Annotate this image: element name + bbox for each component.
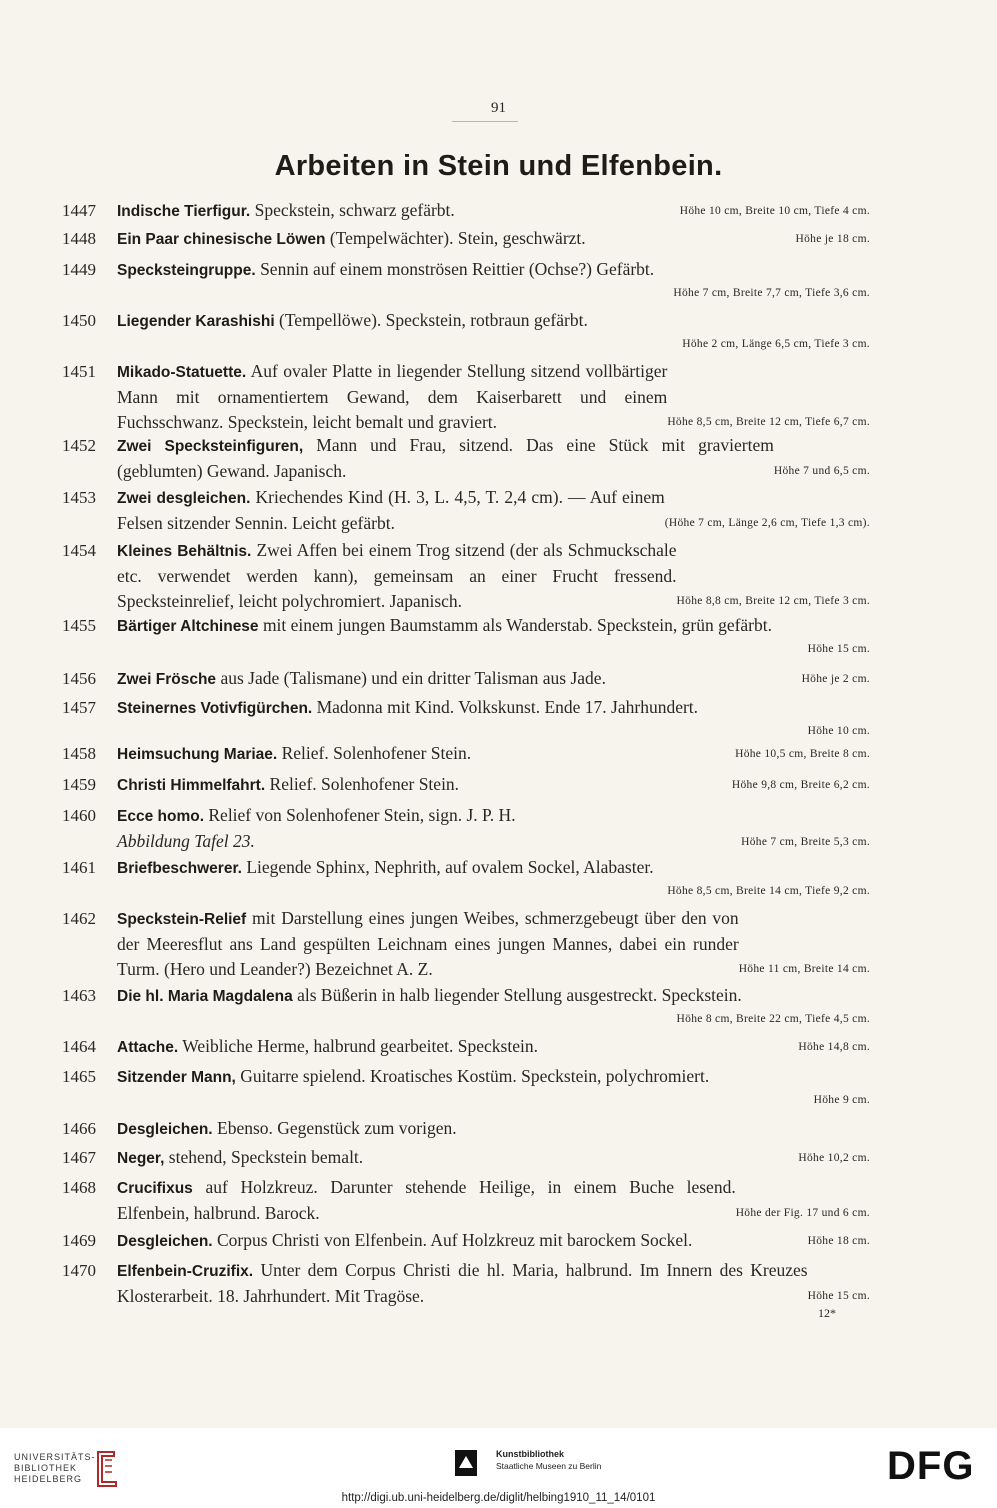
entry-heading: Briefbeschwerer. bbox=[117, 860, 242, 877]
entry-number: 1458 bbox=[62, 744, 96, 763]
catalog-entry bbox=[62, 1258, 870, 1309]
catalog-entry bbox=[62, 855, 870, 901]
entry-number: 1447 bbox=[62, 201, 96, 220]
catalog-entry bbox=[62, 1175, 870, 1226]
entry-number: 1460 bbox=[62, 806, 96, 825]
entry-measurements: Höhe 15 cm. bbox=[807, 1290, 870, 1302]
signature-mark: 12* bbox=[818, 1306, 836, 1320]
catalog-entry bbox=[62, 906, 870, 982]
entry-number: 1452 bbox=[62, 436, 96, 455]
entry-measurements: (Höhe 7 cm, Länge 2,6 cm, Tiefe 1,3 cm). bbox=[664, 517, 870, 529]
entry-measurements: Höhe 10,5 cm, Breite 8 cm. bbox=[735, 748, 870, 760]
entry-measurements: Höhe 8,5 cm, Breite 12 cm, Tiefe 6,7 cm. bbox=[667, 416, 870, 428]
catalog-entry bbox=[62, 1064, 870, 1110]
entry-text: Zwei Affen bei einem Trog sitzend (der als Schmuckschale etc. verwendet werden kann), gemeinsam an einer Frucht fressend. Specksteinrelief, leicht polychromiert. Japanisch. bbox=[117, 540, 677, 611]
entry-measurements: Höhe 8,5 cm, Breite 14 cm, Tiefe 9,2 cm. bbox=[667, 885, 870, 897]
catalog-entry bbox=[62, 613, 870, 659]
entry-number: 1453 bbox=[62, 488, 96, 507]
entry-text: Ebenso. Gegenstück zum vorigen. bbox=[212, 1118, 457, 1138]
entry-text: Relief. Solenhofener Stein. bbox=[277, 743, 472, 763]
entry-measurements: Höhe 7 cm, Breite 7,7 cm, Tiefe 3,6 cm. bbox=[673, 287, 870, 299]
entry-measurements: Höhe 10,2 cm. bbox=[798, 1152, 870, 1164]
entry-measurements: Höhe 14,8 cm. bbox=[798, 1041, 870, 1053]
entry-heading: Bärtiger Altchinese bbox=[117, 618, 259, 635]
catalog-entry bbox=[62, 666, 870, 692]
kunstbibliothek-name: Kunstbibliothek Staatliche Museen zu Berlin bbox=[496, 1449, 602, 1471]
entry-heading: Crucifixus bbox=[117, 1180, 193, 1197]
entry-heading: Indische Tierfigur. bbox=[117, 203, 251, 220]
entry-heading: Desgleichen. bbox=[117, 1233, 213, 1250]
entry-heading: Kleines Behältnis. bbox=[117, 543, 252, 560]
entry-text: Liegende Sphinx, Nephrith, auf ovalem Sockel, Alabaster. bbox=[241, 857, 654, 877]
entry-number: 1463 bbox=[62, 986, 96, 1005]
catalog-entry bbox=[62, 359, 870, 435]
catalog-entry bbox=[62, 983, 870, 1029]
entry-text: mit Darstellung eines jungen Weibes, schmerzgebeugt über den von der Meeresflut ans Land gespülten Leichnam eines jungen Mannes, dabei ein runder Turm. (Hero und Leander?) Bezeichnet A. Z. bbox=[117, 908, 739, 979]
entry-number: 1465 bbox=[62, 1067, 96, 1086]
entry-text: Mann und Frau, sitzend. Das eine Stück mit graviertem (geblumten) Gewand. Japanisch. bbox=[117, 435, 774, 481]
entry-text: stehend, Speckstein bemalt. bbox=[164, 1147, 364, 1167]
page-title: Arbeiten in Stein und Elfenbein. bbox=[274, 150, 723, 182]
entry-heading: Ecce homo. bbox=[117, 808, 204, 825]
entry-measurements: Höhe 15 cm. bbox=[807, 643, 870, 655]
catalog-entry bbox=[62, 1228, 870, 1254]
catalog-entry bbox=[62, 433, 870, 484]
entry-measurements: Höhe 11 cm, Breite 14 cm. bbox=[738, 963, 870, 975]
catalog-entry bbox=[62, 485, 870, 536]
kunstbibliothek-logo-icon bbox=[455, 1450, 477, 1476]
entry-heading: Speckstein-Relief bbox=[117, 911, 247, 928]
entry-number: 1449 bbox=[62, 260, 96, 279]
entry-measurements: Höhe 10 cm. bbox=[807, 725, 870, 737]
entry-number: 1448 bbox=[62, 229, 96, 248]
entry-number: 1457 bbox=[62, 698, 96, 717]
entry-heading: Elfenbein-Cruzifix. bbox=[117, 1263, 254, 1280]
entry-heading: Steinernes Votivfigürchen. bbox=[117, 700, 313, 717]
entry-measurements: Höhe 8,8 cm, Breite 12 cm, Tiefe 3 cm. bbox=[676, 595, 870, 607]
entry-text: Speckstein, schwarz gefärbt. bbox=[250, 200, 455, 220]
entry-measurements: Höhe je 18 cm. bbox=[795, 233, 870, 245]
entry-heading: Zwei desgleichen. bbox=[117, 490, 251, 507]
entry-text: Auf ovaler Platte in liegender Stellung sitzend vollbärtiger Mann mit ornamentiertem Gewand, dem Kaiserbarett und einem Fuchsschwanz. Speckstein, leicht bemalt und graviert. bbox=[117, 361, 668, 432]
entry-number: 1470 bbox=[62, 1261, 96, 1280]
entry-text: Weibliche Herme, halbrund gearbeitet. Speckstein. bbox=[178, 1036, 538, 1056]
entry-text: Kriechendes Kind (H. 3, L. 4,5, T. 2,4 cm). — Auf einem Felsen sitzender Sennin. Leicht gefärbt. bbox=[117, 487, 665, 533]
entry-heading: Zwei Specksteinfiguren, bbox=[117, 438, 304, 455]
entry-measurements: Höhe 18 cm. bbox=[807, 1235, 870, 1247]
entry-heading: Neger, bbox=[117, 1150, 165, 1167]
entry-measurements: Höhe 8 cm, Breite 22 cm, Tiefe 4,5 cm. bbox=[676, 1013, 870, 1025]
entry-measurements: Höhe 2 cm, Länge 6,5 cm, Tiefe 3 cm. bbox=[682, 338, 870, 350]
entry-heading: Desgleichen. bbox=[117, 1121, 213, 1138]
entry-heading: Zwei Frösche bbox=[117, 671, 217, 688]
entry-measurements: Höhe 9,8 cm, Breite 6,2 cm. bbox=[731, 779, 870, 791]
dfg-logo: DFG bbox=[887, 1444, 975, 1488]
entry-number: 1454 bbox=[62, 541, 96, 560]
catalog-entry bbox=[62, 741, 870, 767]
catalog-entry bbox=[62, 226, 870, 252]
entry-number: 1469 bbox=[62, 1231, 96, 1250]
entry-number: 1459 bbox=[62, 775, 96, 794]
entry-text: aus Jade (Talismane) und ein dritter Talisman aus Jade. bbox=[216, 668, 606, 688]
catalog-entry bbox=[62, 538, 870, 614]
entry-text: Guitarre spielend. Kroatisches Kostüm. Speckstein, polychromiert. bbox=[235, 1066, 710, 1086]
entry-text: mit einem jungen Baumstamm als Wanderstab. Speckstein, grün gefärbt. bbox=[258, 615, 772, 635]
entry-text: als Büßerin in halb liegender Stellung ausgestreckt. Speckstein. bbox=[292, 985, 742, 1005]
entry-heading: Die hl. Maria Magdalena bbox=[117, 988, 293, 1005]
entry-number: 1468 bbox=[62, 1178, 96, 1197]
entry-heading: Attache. bbox=[117, 1039, 179, 1056]
entry-number: 1467 bbox=[62, 1148, 96, 1167]
entry-number: 1455 bbox=[62, 616, 96, 635]
entry-measurements: Höhe der Fig. 17 und 6 cm. bbox=[735, 1207, 870, 1219]
entry-text: auf Holzkreuz. Darunter stehende Heilige, in einem Buche lesend. Elfenbein, halbrund. Barock. bbox=[117, 1177, 736, 1223]
entry-text: Relief. Solenhofener Stein. bbox=[265, 774, 460, 794]
source-url[interactable]: http://digi.ub.uni-heidelberg.de/diglit/helbing1910_11_14/0101 bbox=[341, 1492, 656, 1504]
entry-text: (Tempelwächter). Stein, geschwärzt. bbox=[325, 228, 586, 248]
entry-heading: Mikado-Statuette. bbox=[117, 364, 247, 381]
catalog-entry bbox=[62, 1116, 870, 1142]
catalog-entry bbox=[62, 257, 870, 303]
entry-text: (Tempellöwe). Speckstein, rotbraun gefärbt. bbox=[274, 310, 588, 330]
entry-measurements: Höhe 7 cm, Breite 5,3 cm. bbox=[741, 836, 870, 848]
entry-heading: Christi Himmelfahrt. bbox=[117, 777, 266, 794]
entry-heading: Liegender Karashishi bbox=[117, 313, 275, 330]
catalog-entry bbox=[62, 1145, 870, 1171]
entry-heading: Heimsuchung Mariae. bbox=[117, 746, 278, 763]
entry-measurements: Höhe 9 cm. bbox=[813, 1094, 870, 1106]
entry-number: 1451 bbox=[62, 362, 96, 381]
entry-number: 1450 bbox=[62, 311, 96, 330]
entry-number: 1464 bbox=[62, 1037, 96, 1056]
ub-heidelberg-name: UNIVERSITÄTS- BIBLIOTHEK HEIDELBERG bbox=[14, 1452, 96, 1484]
catalog-entry bbox=[62, 803, 870, 855]
page-number: 91 bbox=[491, 100, 506, 116]
entry-heading: Specksteingruppe. bbox=[117, 262, 256, 279]
entry-text: Unter dem Corpus Christi die hl. Maria, halbrund. Im Innern des Kreuzes Klosterarbeit. 18. Jahrhundert. Mit Tragöse. bbox=[117, 1260, 808, 1306]
entry-heading: Sitzender Mann, bbox=[117, 1069, 236, 1086]
entry-number: 1466 bbox=[62, 1119, 96, 1138]
entry-measurements: Höhe 7 und 6,5 cm. bbox=[773, 465, 870, 477]
page-number-rule bbox=[452, 121, 518, 122]
footer bbox=[0, 1428, 997, 1508]
catalog-entry bbox=[62, 695, 870, 741]
entry-text: Corpus Christi von Elfenbein. Auf Holzkreuz mit barockem Sockel. bbox=[212, 1230, 693, 1250]
plate-reference: Abbildung Tafel 23. bbox=[117, 831, 255, 851]
entry-text: Relief von Solenhofener Stein, sign. J. P. H. bbox=[204, 805, 516, 825]
entry-heading: Ein Paar chinesische Löwen bbox=[117, 231, 326, 248]
catalog-entry bbox=[62, 1034, 870, 1060]
entry-text: Sennin auf einem monströsen Reittier (Ochse?) Gefärbt. bbox=[255, 259, 655, 279]
entry-text: Madonna mit Kind. Volkskunst. Ende 17. Jahrhundert. bbox=[312, 697, 699, 717]
catalog-entry bbox=[62, 198, 870, 224]
catalog-entry bbox=[62, 772, 870, 798]
ub-heidelberg-logo-icon bbox=[92, 1448, 120, 1488]
entry-number: 1461 bbox=[62, 858, 96, 877]
entry-number: 1456 bbox=[62, 669, 96, 688]
entry-measurements: Höhe je 2 cm. bbox=[801, 673, 870, 685]
entry-measurements: Höhe 10 cm, Breite 10 cm, Tiefe 4 cm. bbox=[679, 205, 870, 217]
entry-number: 1462 bbox=[62, 909, 96, 928]
catalog-entry bbox=[62, 308, 870, 354]
